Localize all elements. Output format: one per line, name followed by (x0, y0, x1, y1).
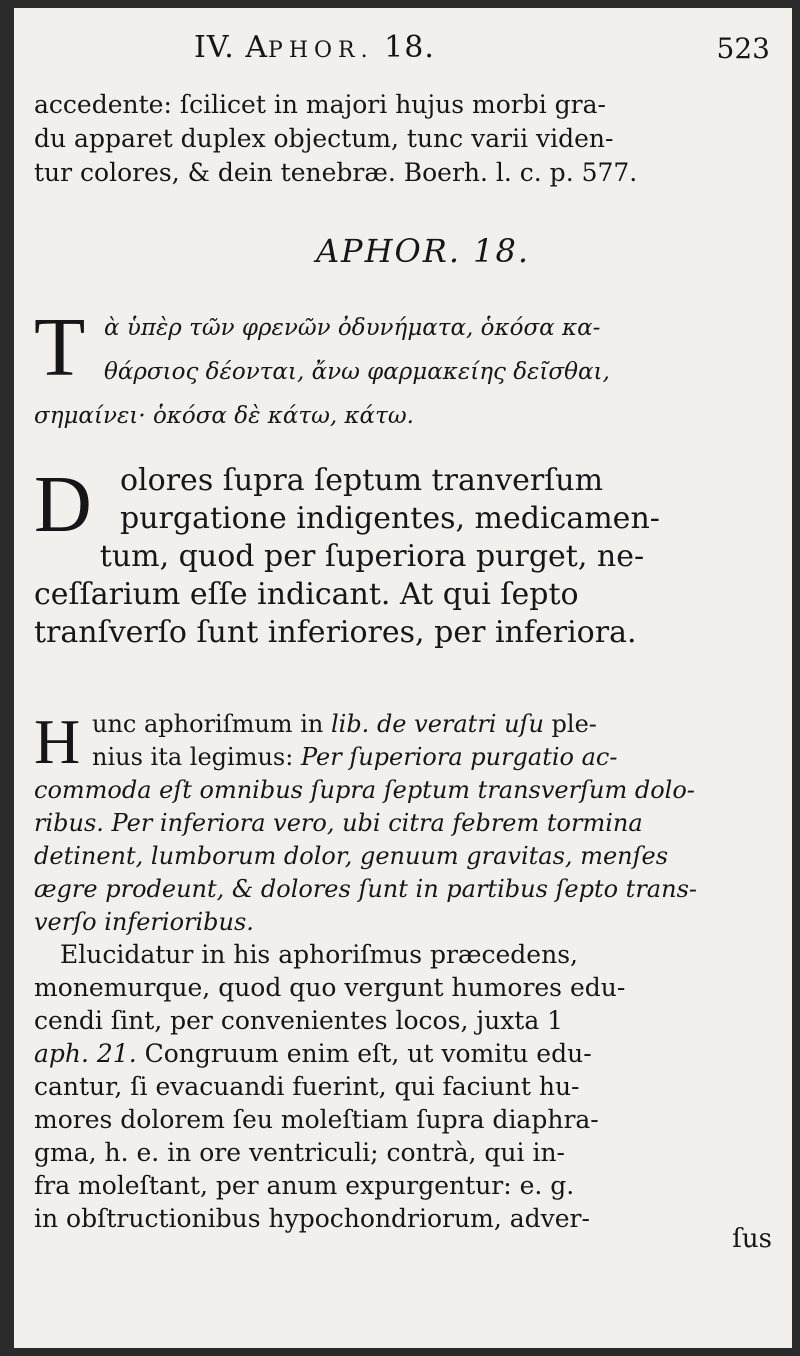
text-line: nius ita legimus: Per ſuperiora purgatio ac- (92, 743, 618, 771)
text-line: ægre prodeunt, & dolores ſunt in partibus ſepto trans- (34, 875, 697, 903)
running-head (14, 30, 792, 70)
text-line: gma, h. e. in ore ventriculi; contrà, qui in- (34, 1138, 565, 1167)
text-line: commoda eſt omnibus ſupra ſeptum transverſum dolo- (34, 776, 695, 804)
greek-aphorism (34, 301, 776, 438)
running-title (194, 30, 435, 65)
text-line: monemurque, quod quo vergunt humores edu- (34, 973, 626, 1002)
text-line: cendi ſint, per convenientes locos, juxta 1 (34, 1006, 564, 1035)
text-line: fra moleſtant, per anum expurgentur: e. g. (34, 1171, 575, 1200)
book-page (14, 8, 792, 1348)
text-line: ὰ ὑπὲρ τῶν φρενῶν ὀδυνήματα, ὁκόσα κα- (104, 315, 601, 341)
text-line: ceſſarium eſſe indicant. At qui ſepto (34, 577, 579, 612)
text-line: tranſverſo ſunt inferiores, per inferiora. (34, 615, 637, 650)
text-line: tum, quod per ſuperiora purget, ne- (99, 539, 645, 574)
text-line: du apparet duplex objectum, tunc varii viden- (34, 124, 614, 153)
elucidation-paragraph (34, 938, 776, 1235)
running-title-word: PHOR. (268, 38, 374, 63)
text-line: tur colores, & dein tenebræ. Boerh. l. c. p. 577. (34, 158, 638, 187)
running-title-initial: A (245, 30, 269, 65)
text-line: unc aphoriſmum in lib. de veratri uſu ple- (92, 710, 597, 738)
catchword: ſus (732, 1224, 772, 1254)
text-line: θάρσιος δέονται, ἄνω φαρμακείης δεῖσθαι, (104, 359, 610, 385)
latin-dropcap: D (34, 461, 92, 549)
text-line: ribus. Per inferiora vero, ubi citra febrem tormina (34, 809, 643, 837)
page-number: 523 (716, 32, 770, 65)
text-line: Elucidatur in his aphoriſmus præcedens, (60, 940, 578, 969)
running-title-chapter: IV. (194, 30, 235, 65)
carryover-paragraph (34, 88, 776, 190)
text-line: aph. 21. Congruum enim eſt, ut vomitu edu- (34, 1039, 592, 1068)
text-line: verſo inferioribus. (34, 908, 254, 936)
greek-dropcap: Τ (34, 301, 86, 394)
commentary-paragraph (34, 708, 776, 939)
text-line: purgatione indigentes, medicamen- (120, 501, 660, 536)
text-line: in obſtructionibus hypochondriorum, adver- (34, 1204, 590, 1233)
running-title-number: 18. (384, 30, 435, 65)
text-line: detinent, lumborum dolor, genuum gravitas, menſes (34, 842, 669, 870)
text-line: olores ſupra ſeptum tranverſum (120, 463, 604, 498)
text-line: σημαίνει· ὁκόσα δὲ κάτω, κάτω. (34, 403, 414, 429)
commentary-dropcap: H (34, 706, 81, 777)
aphorism-heading: APHOR. 18. (315, 232, 531, 270)
text-line: mores dolorem ſeu moleſtiam ſupra diaphra- (34, 1105, 599, 1134)
text-line: cantur, ſi evacuandi fuerint, qui faciunt hu- (34, 1072, 580, 1101)
latin-aphorism (34, 462, 776, 652)
text-line: accedente: ſcilicet in majori hujus morbi gra- (34, 90, 606, 119)
